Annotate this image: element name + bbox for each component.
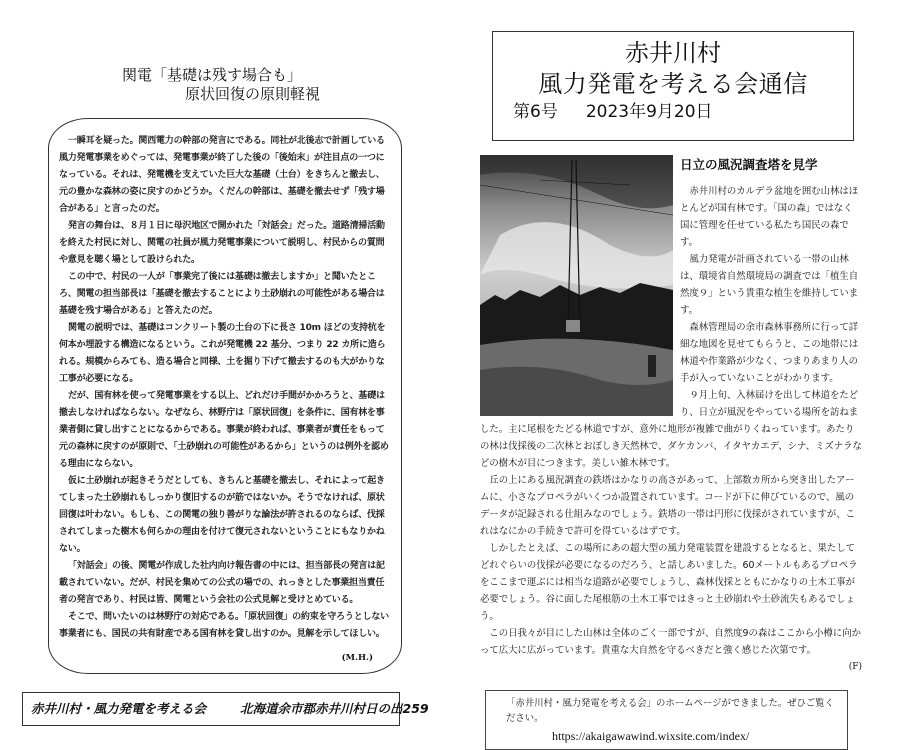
right-paragraph: 赤井川村のカルデラ盆地を囲む山林はほとんどが国有林です。「国の森」ではなく国に管理を任せている私たち国民の森です。 [680,186,859,248]
left-paragraph: 仮に土砂崩れが起きそうだとしても、きちんと基礎を撤去し、それによって起きてしまった土砂崩れもしっかり復旧するのが筋ではないか。そうでなければ、原状回復は叶わない。もしも、この関電の独り善がりな論法が許されるのならば、伐採されてしまった樹木も何らかの理由を付けて復元されないということにもなりかねない。 [59,476,385,554]
footer-address: 北海道余市郡赤井川村日の出259 [240,701,429,716]
left-footer-box [22,692,429,726]
left-article-title [60,66,400,104]
right-article-body [480,472,862,678]
issue-date: 2023年9月20日 [585,102,713,122]
right-page [480,155,862,750]
left-paragraph: 「対話会」の後、関電が作成した社内向け報告書の中には、担当部長の発言は記載されていない。だが、村民を集めての公式の場での、れっきとした事業担当責任者の発言であり、村民は皆、関電という会社の公式見解と受けとめている。 [59,561,385,605]
left-paragraph: この中で、村民の一人が「事業完了後には基礎は撤去しますか」と聞いたところ、関電の担当部長は「基礎を撤去することにより土砂崩れの可能性がある場合は基礎を残す場合がある」と答えたのだ。 [59,272,385,316]
left-title-line1: 関電「基礎は残す場合も」 [122,66,303,84]
issue-number: 第6号 [513,102,558,122]
masthead-line1: 赤井川村 [625,39,721,67]
left-page [22,66,429,726]
right-paragraph: 森林管理局の余市森林事務所に行って詳細な地図を見せてもらうと、この地帯には林道や作業路が少なく、つまりあまり人の手が入っていないことがわかります。 [680,322,859,384]
footer-org: 赤井川村・風力発電を考える会 [31,701,207,716]
left-paragraph: そこで、問いたいのは林野庁の対応である。「原状回復」の約束を守ろうとしない事業者にも、国民の共有財産である国有林を貸し出すのか。見解を示してほしい。 [59,612,389,639]
right-paragraph: ９月上旬、入林届けを出して林道をたどり、日立が風況をやっている場所を訪ねました。主に尾根をたどる林道ですが、意外に地形が複雑で曲がりくねっています。あたりの林は伐採後の二次林とおぼしき天然林で、ダケカンバ、イタヤカエデ、シナ、ミズナラなどの樹木が目につきます。美しい雑木林です。 [480,390,862,469]
right-paragraph: 丘の上にある風況調査の鉄塔はかなりの高さがあって、上部数カ所から突き出したアームに、小さなプロペラがいくつか設置されています。コードが下に伸びているので、風のデータが記録される仕組みなのでしょう。鉄塔の一帯は円形に伐採がされていますが、これはなにかの手続きで許可を得ているはずです。 [480,475,856,537]
right-article-signature: (F) [848,662,862,672]
left-paragraph: 発言の舞台は、８月１日に母沢地区で開かれた「対話会」だった。道路清掃活動を終えた村民に対し、関電の社員が風力発電事業について説明し、村民からの質問や意見を聴く場として設けられた。 [59,221,385,265]
left-article-box [48,118,402,674]
masthead-line2: 風力発電を考える会通信 [538,70,808,98]
homepage-message: 「赤井川村・風力発電を考える会」のホームページができました。ぜひご覧ください。 [506,698,834,724]
wind-survey-tower-photo [480,155,673,416]
homepage-url[interactable]: https://akaigawawind.wixsite.com/index/ [552,729,750,743]
right-paragraph: 風力発電が計画されている一帯の山林は、環境省自然環境局の調査では「植生自然度９」という貴重な植生を維持しています。 [680,254,859,316]
right-paragraph: しかしたとえば、この場所にあの超大型の風力発電装置を建設するとなると、果たしてどれぐらいの伐採が必要になるのだろう、と話しあいました。60メートルもあるプロペラをここまで運ぶには相当な道路が必要でしょうし、森林伐採とともにかなりの土木工事が必要でしょう。谷に面した尾根筋の土木工事ではきっと土砂崩れや土砂流失もあるでしょう。 [480,543,858,622]
masthead [492,31,854,141]
left-article-signature: (M.H.) [341,653,373,663]
left-paragraph: 一瞬耳を疑った。関西電力の幹部の発言にである。同社が北後志で計画している風力発電事業をめぐっては、発電事業が終了した後の「後始末」が注目点の一つになっている。それは、発電機を支えていた巨大な基礎（土台）をきちんと撤去し、元の豊かな森林の姿に戻すのかどうか。くだんの幹部は、基礎を撤去せず「残す場合がある」と言ったのだ。 [59,136,385,214]
left-paragraph: 関電の説明では、基礎はコンクリート製の土台の下に長さ 10m ほどの支持杭を何本か埋設する構造になるという。これが発電機 22 基分、つまり 22 カ所に造られる。規模からみても、造る場合と同様、土を掘り下げて撤去するのも大がかりな工事が必要になる。 [59,323,386,384]
right-article-title: 日立の風況調査塔を見学 [680,157,818,172]
right-paragraph: この日我々が目にした山林は全体のごく一部ですが、自然度9の森はここから小樽に向かって広大に広がっています。貴重な大自然を守るべきだと強く感じた次第です。 [480,628,861,656]
homepage-notice [485,690,848,750]
left-paragraph: だが、国有林を使って発電事業をする以上、どれだけ手間がかかろうと、基礎は撤去しなければならない。なぜなら、林野庁は「原状回復」を条件に、国有林を事業者側に貸し出すことになるからである。事業が終われば、事業者が責任をもって元の森林に戻すのが原則で、「土砂崩れの可能性があるから」というのは例外を認める理由にならない。 [59,391,389,469]
left-title-line2: 原状回復の原則軽視 [185,85,321,103]
